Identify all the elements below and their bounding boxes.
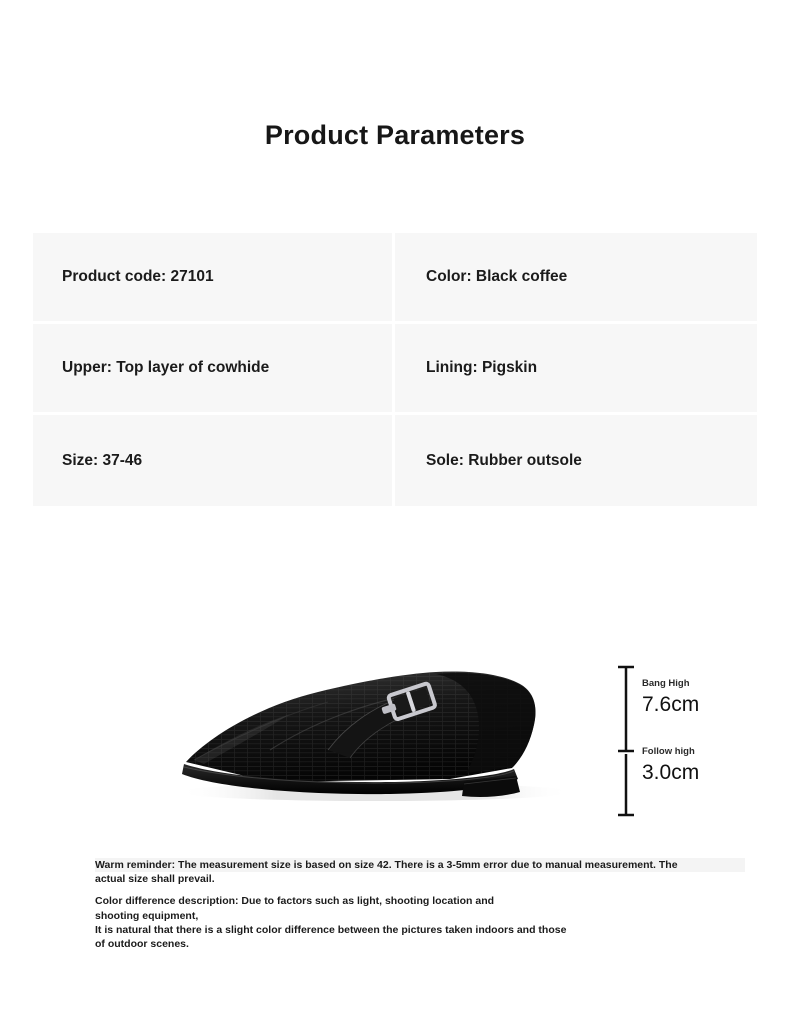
measurement-annotations bbox=[614, 655, 754, 830]
warm-reminder-note bbox=[95, 858, 745, 886]
param-cell-size bbox=[33, 415, 395, 506]
param-cell-product-code bbox=[33, 233, 395, 324]
param-cell-lining bbox=[395, 324, 757, 415]
warm-reminder-line-1: Warm reminder: The measurement size is based on size 42. There is a 3-5mm error due to manual measurement. The bbox=[95, 858, 745, 872]
color-difference-line-1: Color difference description: Due to factors such as light, shooting location and bbox=[95, 895, 495, 908]
color-difference-line-2: shooting equipment, bbox=[95, 909, 199, 922]
param-cell-sole bbox=[395, 415, 757, 506]
product-photo bbox=[150, 640, 610, 830]
param-label: Product code: 27101 bbox=[62, 268, 214, 285]
color-difference-line-3: It is natural that there is a slight color difference between the pictures taken indoors and those bbox=[95, 923, 567, 936]
measurement-value-bang-high: 7.6cm bbox=[642, 693, 700, 716]
page-title: Product Parameters bbox=[264, 120, 526, 150]
color-difference-note bbox=[95, 894, 745, 951]
param-label: Color: Black coffee bbox=[426, 268, 568, 285]
product-parameters-table bbox=[33, 233, 757, 506]
param-label: Sole: Rubber outsole bbox=[426, 451, 582, 469]
warm-reminder-line-2: actual size shall prevail. bbox=[95, 873, 215, 886]
dress-shoe-illustration bbox=[150, 640, 610, 830]
measurement-label-follow-high: Follow high bbox=[642, 746, 695, 757]
product-image-section bbox=[0, 620, 790, 845]
param-cell-upper bbox=[33, 324, 395, 415]
param-cell-color bbox=[395, 233, 757, 324]
param-label: Size: 37-46 bbox=[62, 451, 143, 469]
color-difference-line-4: of outdoor scenes. bbox=[95, 937, 189, 950]
measurement-value-follow-high: 3.0cm bbox=[642, 761, 700, 784]
param-label: Lining: Pigskin bbox=[426, 359, 538, 376]
param-label: Upper: Top layer of cowhide bbox=[62, 359, 270, 376]
footer-notes bbox=[95, 858, 745, 951]
measurement-label-bang-high: Bang High bbox=[642, 678, 690, 689]
